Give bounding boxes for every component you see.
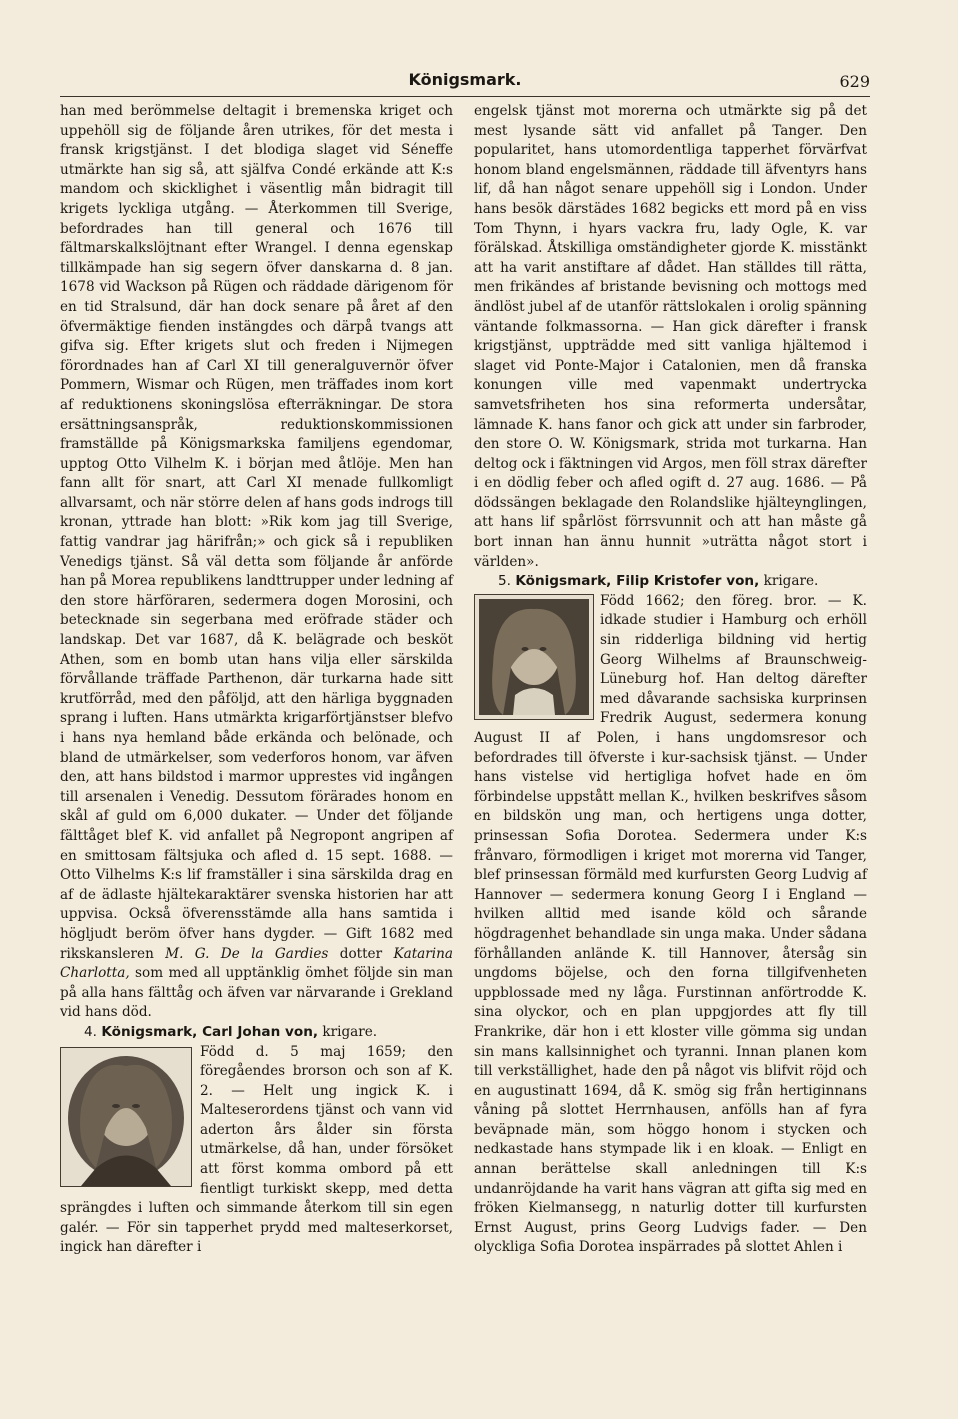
entry-4-text: Född d. 5 maj 1659; den föregåendes brorson och son af K. 2. — Helt ung ingick K. i Malteserordens tjänst och vann vid aderton års ålder sin första utmärkelse, då han, under försöket att först komma ombord på ett fientligt turkiskt skepp, med detta sprängdes i luften och simmande återkom till sin egen galér. — För sin tapperhet prydd med malteserkorset, ingick han därefter i xyxy=(60,1043,453,1256)
running-head xyxy=(60,68,870,97)
entry-4 xyxy=(60,1023,453,1043)
otto-vilhelm-text xyxy=(60,102,453,1023)
spouse-name: De la Gardies xyxy=(220,945,329,962)
left-closing: som med all upptänklig ömhet följde sin man på alla hans fälttåg och äfven var närvarande i Grekland vid hans död. xyxy=(60,965,453,1021)
portrait-carl-johan-image xyxy=(61,1048,191,1186)
daughter-name: Katarina Charlotta, xyxy=(60,945,453,982)
entry-4-role: krigare. xyxy=(322,1023,378,1040)
entry-5-number: 5. xyxy=(498,573,511,590)
entry-5-role: krigare. xyxy=(763,573,819,590)
spouse-word: dotter xyxy=(339,945,383,962)
right-intro: engelsk tjänst mot morerna och utmärkte sig på det mest lysande sätt vid anfallet på Tanger. Den popularitet, hans utomordentliga tapperhet förvärfvat honom bland engelsmännen, räddade till äfventyrs hans lif, då han något senare uppehöll sig i London. Under hans besök därstädes 1682 begicks ett mord på en viss Tom Thynn, i hyars vackra fru, lady Ogle, K. var förälskad. Åtskilliga omständigheter gjorde K. misstänkt att ha varit anstiftare af dådet. Han ställdes till rätta, men frikändes af bristande bevisning och mottogs med ändlöst jubel af de utanför rättslokalen i orolig spänning väntande folkmassorna. — Han gick därefter i fransk krigstjänst, uppträdde med sitt vanliga hjältemod i slaget vid Ponte-Major i Catalonien, men då franska konungen ville med vapenmakt undertrycka samvetsfriheten hos sina reformerta undersåtar, lämnade K. hans fanor och gick att under sin farbroder, den store O. W. Königsmark, strida mot turkarna. Han deltog ock i fäktningen vid Argos, men föll strax därefter i en dödlig feber och afled ogift d. 27 aug. 1686. — På dödssängen beklagade den Rolandslike hjälteynglingen, att hans lif spårlöst förrsvunnit och att han måste gå bort innan han ännu hunnit »uträtta något stort i världen». xyxy=(474,103,867,570)
page-title: Königsmark. xyxy=(408,70,522,89)
entry-4-number: 4. xyxy=(84,1023,97,1040)
right-column xyxy=(474,102,867,1258)
entry-5-name: Königsmark, Filip Kristofer von, xyxy=(515,573,760,590)
entry-5-text: Född 1662; den föreg. bror. — K. idkade studier i Hamburg och erhöll sin ridderliga bildning vid hertig Georg Wilhelms af Braunschweig-Lüneburg hof. Han deltog därefter med dåvarande sachsiska kurprinsen Fredrik August, sedermera konung August II af Polen, i hans ungdomsresor och befordrades till öfverste i kur-sachsisk tjänst. — Under hans vistelse vid hertigliga hofvet hade en öm förbindelse uppstått mellan K., hvilken beskrifves såsom en bildskön ung man, och hertigens unga dotter, prinsessan Sofia Dorotea. Sedermera under K:s frånvaro, förmodligen i kriget mot morerna vid Tanger, blef prinsessan förmäld med kurfursten Georg Ludvig af Hannover — sedermera konung Georg I i England — hvilken alltid med isande köld och sårande högdragenhet behandlade sin unga maka. Under sådana förhållanden anlände K. till Hannover, återsåg sin ungdoms böjelse, och den forna tillgifvenheten uppblossade med ny låga. Furstinnan anförtrodde K. sina olyckor, och en plan uppgjordes att fly till Frankrike, där hon i ett kloster ville gömma sig undan sin mans kallsinnighet och tyranni. Innan planen kom till verkställighet, hade den på något vis blifvit röjd och en augustinatt 1694, då K. smög sig från hertiginnans våning på slottet Herrnhausen, anfölls han af fyra beväpnade män, som höggo honom i stycken och nedkastade hans stympade lik i en kloak. — Enligt en annan berättelse skall anledningen till K:s undanröjdande ha varit hans vägran att gifta sig med en fröken Kielmansegg, n naturlig dotter till kurfursten Ernst August, prins Georg Ludvigs fader. — Den olyckliga Sofia Dorotea inspärrades på slottet Ahlen i xyxy=(474,592,867,1256)
spouse-initials: M. G. xyxy=(165,945,210,962)
left-column xyxy=(60,102,453,1258)
entry-5 xyxy=(474,572,867,592)
entry-4-name: Königsmark, Carl Johan von, xyxy=(101,1023,319,1040)
portrait-carl-johan xyxy=(60,1047,192,1187)
portrait-filip-kristofer xyxy=(474,594,594,720)
portrait-filip-kristofer-image xyxy=(475,595,593,719)
page-number: 629 xyxy=(839,72,870,91)
left-intro: han med berömmelse deltagit i bremenska kriget och uppehöll sig de följande åren utrikes, för det mesta i fransk krigstjänst. I det blodiga slaget vid Séneffe utmärkte han sig så, att själfva Condé erkände att K:s mandom och skicklighet i väsentlig mån bidragit till krigets lyckliga utgång. — Återkommen till Sverige, befordrades han till general och 1676 till fältmarskalkslöjtnant efter Wrangel. I denna egenskap tillkämpade han sig segern öfver danskarna d. 8 jan. 1678 vid Wackson på Rügen och räddade därigenom för en tid Stralsund, där han dock senare på året af den öfvermäktige fienden instängdes och därpå tvangs att gifva sig. Efter krigets slut och freden i Nijmegen förordnades han af Carl XI till generalguvernör öfver Pommern, Wismar och Rügen, men träffades inom kort af reduktionens skoningslösa efterräkningar. De stora ersättningsanspråk, reduktionskommissionen framställde på Königsmarkska familjens egendomar, upptog Otto Vilhelm K. i början med åtlöje. Men han fann allt för snart, att Carl XI menade fullkomligt allvarsamt, och när större delen af hans gods indrogs till kronan, yttrade han blott: »Rik kom jag till Sverige, fattig vandrar jag härifrån;» och gick så i republiken Venedigs tjänst. Så väl detta som följande år anförde han på Morea republikens landttrupper under ledning af den store härföraren, sedermera dogen Morosini, och betecknade sin segerbana med eröfrade städer och landskap. Det var 1687, då K. belägrade och besköt Athen, som en bomb utan hans vilja eller särskilda förvållande träffade Parthenon, där turkarna hade sitt krutförråd, med den påföljd, att den härliga byggnaden sprang i luften. Hans utmärkta krigarförtjänstser blefvo i hans nya hemland både erkända och belönade, och bland de utmärkelser, som vederforos honom, var äfven den, att hans bildstod i marmor upprestes vid ingången till arsenalen i Venedig. Dessutom förärades honom en skål af guld om 6,000 dukater. — Under det följande fälttåget blef K. vid anfallet på Negropont angripen af en smittosam fältsjuka och afled d. 15 sept. 1688. — Otto Vilhelms K:s lif framställer i sina särskilda drag en af de ädlaste hjältekaraktärer svenska historien har att uppvisa. Också öfverensstämde alla hans samtida i högljudt beröm öfver hans dygder. — Gift 1682 med rikskansleren xyxy=(60,103,453,962)
